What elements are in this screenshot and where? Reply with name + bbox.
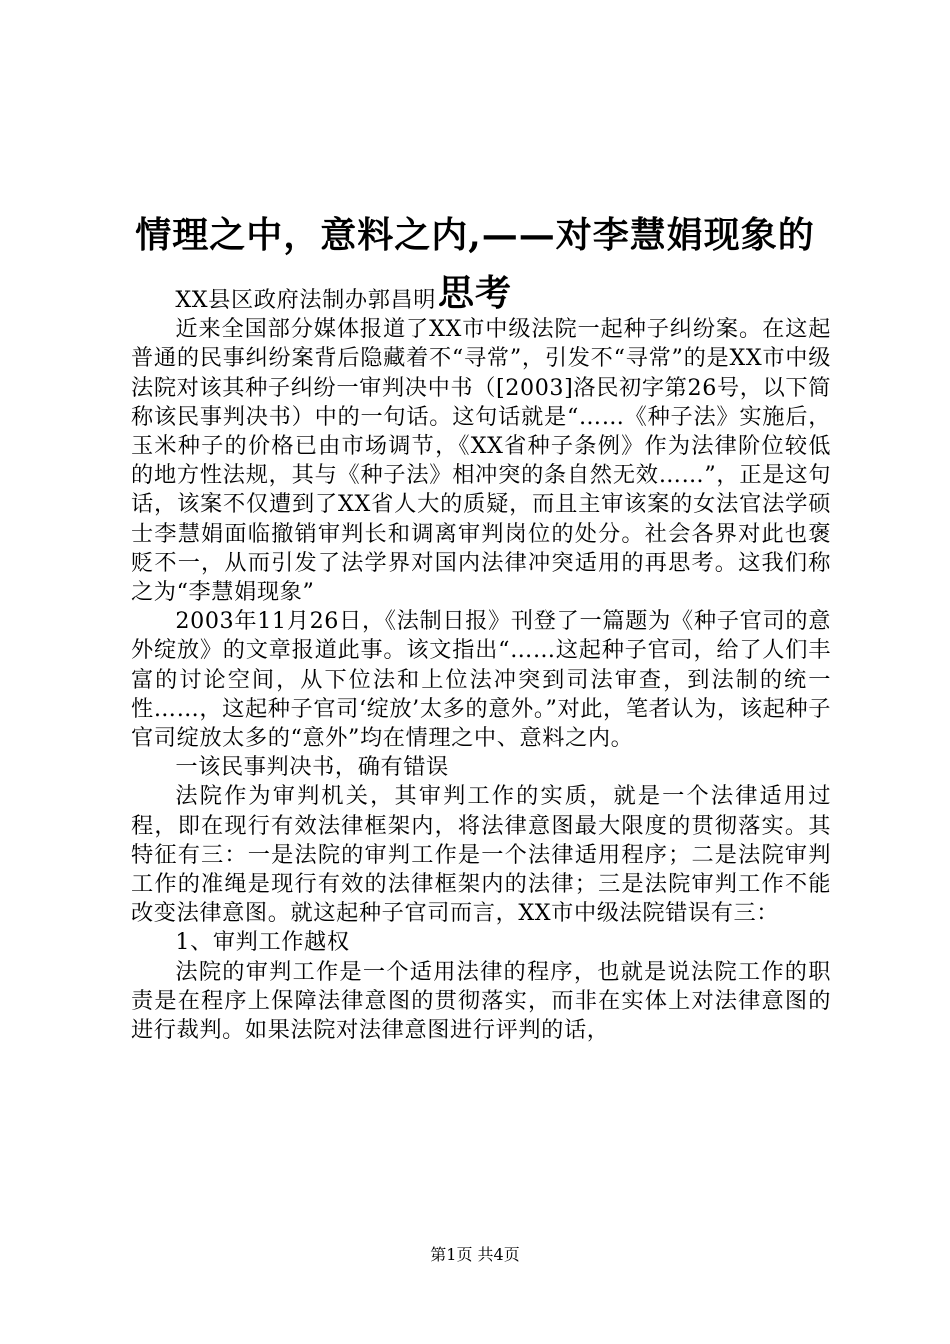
page-footer: 第1页 共4页 <box>430 1245 520 1264</box>
paragraph-intro: 近来全国部分媒体报道了XX市中级法院一起种子纠纷案。在这起普通的民事纠纷案背后隐藏着不“寻常”，引发不“寻常”的是XX市中级法院对该其种子纠纷一审判决中书（[2003]洛民初字第26号，以下简称该民事判决书）中的一句话。这句话就是“……《种子法》实施后，玉米种子的价格已由市场调节，《XX省种子条例》作为法律阶位较低的地方性法规，其与《种子法》相冲突的条自然无效……”，正是这句话，该案不仅遭到了XX省人大的质疑，而且主审该案的女法官法学硕士李慧娟面临撤销审判长和调离审判岗位的处分。社会各界对此也褒贬不一，从而引发了法学界对国内法律冲突适用的再思考。这我们称之为“李慧娟现象” <box>131 316 831 606</box>
document-body <box>131 286 831 1045</box>
subsection-heading-1: 1、审判工作越权 <box>175 929 350 956</box>
section-heading-1: 一该民事判决书，确有错误 <box>175 754 449 781</box>
document-title: 情理之中，意料之内,——对李慧娟现象的思考 <box>135 214 815 315</box>
paragraph-report: 2003年11月26日，《法制日报》刊登了一篇题为《种子官司的意外绽放》的文章报道此事。该文指出“……这起种子官司，给了人们丰富的讨论空间，从下位法和上位法冲突到司法审查，到法制的统一性……，这起种子官司‘绽放’太多的意外。”对此，笔者认为，该起种子官司绽放太多的“意外”均在情理之中、意料之内。 <box>131 608 831 752</box>
paragraph-court-role: 法院作为审判机关，其审判工作的实质，就是一个法律适用过程，即在现行有效法律框架内，将法律意图最大限度的贯彻落实。其特征有三：一是法院的审判工作是一个法律适用程序；二是法院审判工作的准绳是现行有效的法律框架内的法律；三是法院审判工作不能改变法律意图。就这起种子官司而言，XX市中级法院错误有三： <box>131 783 831 927</box>
paragraph-overreach: 法院的审判工作是一个适用法律的程序，也就是说法院工作的职责是在程序上保障法律意图的贯彻落实，而非在实体上对法律意图的进行裁判。如果法院对法律意图进行评判的话， <box>131 958 831 1044</box>
author-line: XX县区政府法制办郭昌明 <box>175 287 437 313</box>
